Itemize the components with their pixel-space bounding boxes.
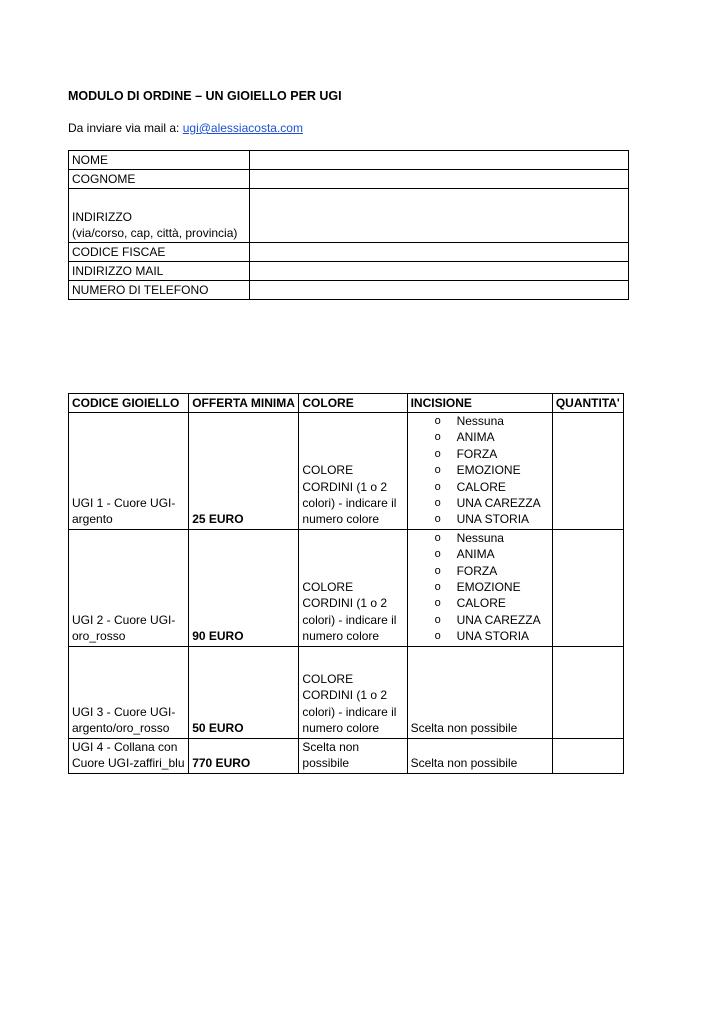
engraving-option[interactable]: o FORZA	[435, 563, 549, 579]
engraving-option[interactable]: o Nessuna	[435, 530, 549, 546]
engraving-option[interactable]: o Nessuna	[435, 413, 549, 429]
color-cell[interactable]: COLORE CORDINI (1 o 2 colori) - indicare il numero colore	[299, 413, 407, 530]
min-price: 770 EURO	[189, 738, 299, 773]
client-field-label: COGNOME	[69, 170, 250, 189]
jewel-code: UGI 4 - Collana con Cuore UGI-zaffiri_blu	[69, 738, 189, 773]
engraving-option[interactable]: o CALORE	[435, 479, 549, 495]
client-field-label: CODICE FISCAE	[69, 243, 250, 262]
min-price: 25 EURO	[189, 413, 299, 530]
order-row	[69, 738, 624, 773]
header-engraving: INCISIONE	[407, 394, 552, 413]
header-price: OFFERTA MINIMA	[189, 394, 299, 413]
header-color: COLORE	[299, 394, 407, 413]
engraving-option[interactable]: o UNA CAREZZA	[435, 612, 549, 628]
jewel-code: UGI 2 - Cuore UGI-oro_rosso	[69, 529, 189, 646]
client-info-table	[68, 150, 629, 300]
client-row	[69, 281, 629, 300]
order-row	[69, 529, 624, 646]
engraving-option[interactable]: o CALORE	[435, 595, 549, 611]
send-prefix: Da inviare via mail a:	[68, 121, 183, 135]
quantity-cell[interactable]	[552, 413, 623, 530]
client-field-label: NOME	[69, 151, 250, 170]
min-price: 90 EURO	[189, 529, 299, 646]
email-link[interactable]: ugi@alessiacosta.com	[182, 121, 303, 135]
jewel-code: UGI 1 - Cuore UGI-argento	[69, 413, 189, 530]
color-cell: Scelta non possibile	[299, 738, 407, 773]
order-row	[69, 646, 624, 738]
client-row	[69, 262, 629, 281]
surname-input-cell[interactable]	[250, 170, 629, 189]
name-input-cell[interactable]	[250, 151, 629, 170]
client-field-label: INDIRIZZO MAIL	[69, 262, 250, 281]
order-table	[68, 393, 624, 774]
engraving-option[interactable]: o ANIMA	[435, 429, 549, 445]
order-row	[69, 413, 624, 530]
order-header-row	[69, 394, 624, 413]
engraving-option[interactable]: o EMOZIONE	[435, 579, 549, 595]
tax-code-input-cell[interactable]	[250, 243, 629, 262]
client-row	[69, 170, 629, 189]
engraving-cell: Scelta non possibile	[407, 738, 552, 773]
engraving-cell	[407, 413, 552, 530]
color-cell[interactable]: COLORE CORDINI (1 o 2 colori) - indicare il numero colore	[299, 646, 407, 738]
jewel-code: UGI 3 - Cuore UGI-argento/oro_rosso	[69, 646, 189, 738]
engraving-option[interactable]: o UNA CAREZZA	[435, 495, 549, 511]
quantity-cell[interactable]	[552, 646, 623, 738]
quantity-cell[interactable]	[552, 529, 623, 646]
header-quantity: QUANTITA'	[552, 394, 623, 413]
email-input-cell[interactable]	[250, 262, 629, 281]
engraving-option[interactable]: o FORZA	[435, 446, 549, 462]
color-cell[interactable]: COLORE CORDINI (1 o 2 colori) - indicare il numero colore	[299, 529, 407, 646]
quantity-cell[interactable]	[552, 738, 623, 773]
engraving-option[interactable]: o UNA STORIA	[435, 511, 549, 527]
engraving-option[interactable]: o EMOZIONE	[435, 462, 549, 478]
client-row	[69, 243, 629, 262]
header-code: CODICE GIOIELLO	[69, 394, 189, 413]
engraving-cell	[407, 529, 552, 646]
min-price: 50 EURO	[189, 646, 299, 738]
client-row	[69, 151, 629, 170]
address-input-cell[interactable]	[250, 189, 629, 243]
engraving-option[interactable]: o UNA STORIA	[435, 628, 549, 644]
engraving-option[interactable]: o ANIMA	[435, 546, 549, 562]
client-field-label: NUMERO DI TELEFONO	[69, 281, 250, 300]
phone-input-cell[interactable]	[250, 281, 629, 300]
engraving-cell: Scelta non possibile	[407, 646, 552, 738]
send-instruction	[68, 121, 303, 135]
page-title: MODULO DI ORDINE – UN GIOIELLO PER UGI	[68, 89, 342, 103]
client-field-label: INDIRIZZO (via/corso, cap, città, provincia)	[69, 189, 250, 243]
client-row	[69, 189, 629, 243]
